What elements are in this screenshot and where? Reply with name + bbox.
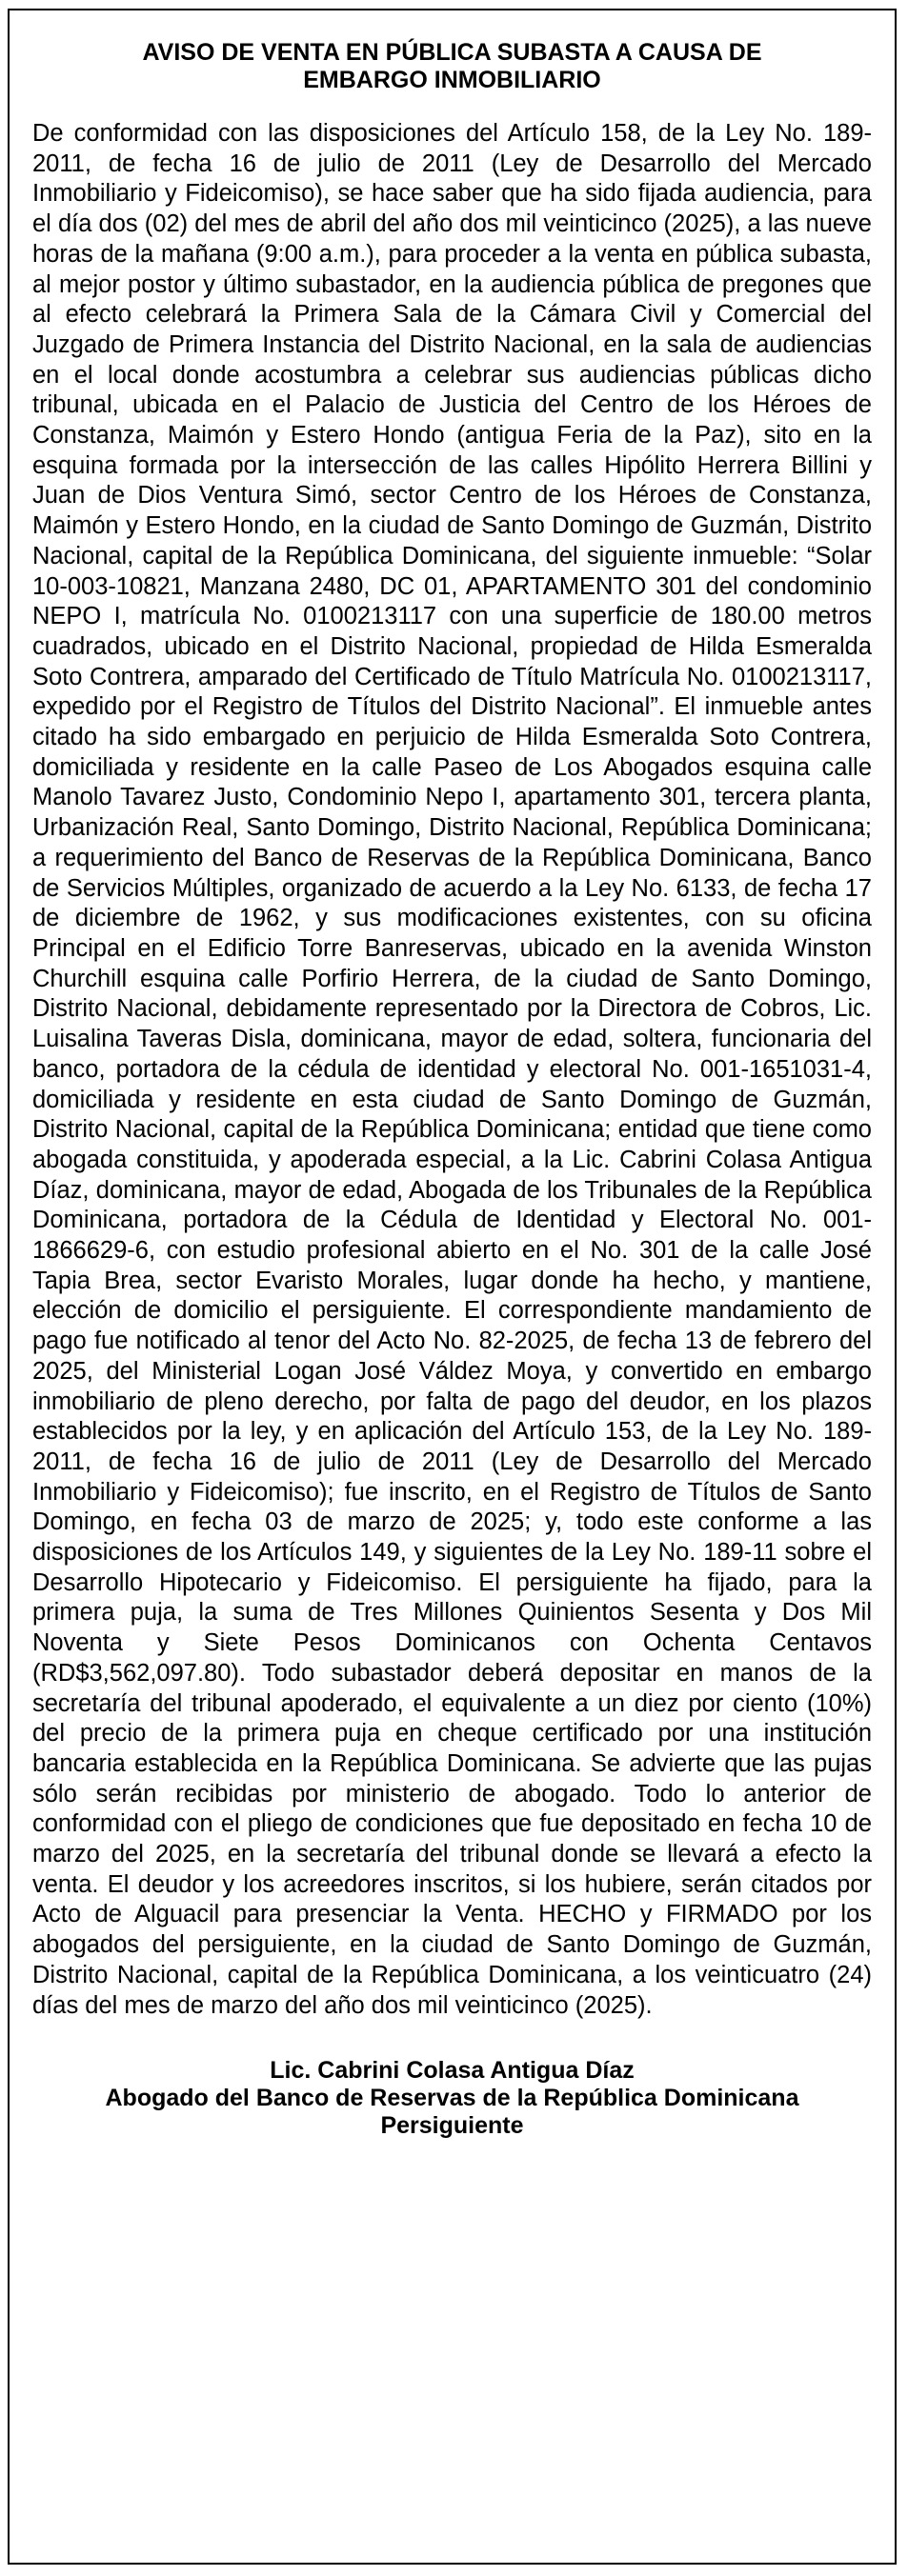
notice-title [32, 39, 872, 94]
legal-notice [8, 9, 897, 2565]
signature-name: Lic. Cabrini Colasa Antigua Díaz [270, 2057, 635, 2085]
notice-title-line-1: AVISO DE VENTA EN PÚBLICA SUBASTA A CAUSA DE [142, 39, 762, 66]
signature-block [32, 2057, 872, 2140]
signature-party: Persiguiente [380, 2112, 524, 2140]
signature-role: Abogado del Banco de Reservas de la República Dominicana [105, 2085, 799, 2112]
notice-title-line-2: EMBARGO INMOBILIARIO [303, 67, 601, 93]
notice-body: De conformidad con las disposiciones del Artículo 158, de la Ley No. 189-2011, de fecha 16 de julio de 2011 (Ley de Desarrollo del Mercado Inmobiliario y Fideicomiso), se hace saber que ha sido fijada audiencia, para el día dos (02) del mes de abril del año dos mil veinticinco (2025), a las nueve horas de la mañana (9:00 a.m.), para proceder a la venta en pública subasta, al mejor postor y último subastador, en la audiencia pública de pregones que al efecto celebrará la Primera Sala de la Cámara Civil y Comercial del Juzgado de Primera Instancia del Distrito Nacional, en la sala de audiencias en el local donde acostumbra a celebrar sus audiencias públicas dicho tribunal, ubicada en el Palacio de Justicia del Centro de los Héroes de Constanza, Maimón y Estero Hondo (antigua Feria de la Paz), sito en la esquina formada por la intersección de las calles Hipólito Herrera Billini y Juan de Dios Ventura Simó, sector Centro de los Héroes de Constanza, Maimón y Estero Hondo, en la ciudad de Santo Domingo de Guzmán, Distrito Nacional, capital de la República Dominicana, del siguiente inmueble: “Solar 10-003-10821, Manzana 2480, DC 01, APARTAMENTO 301 del condominio NEPO I, matrícula No. 0100213117 con una superficie de 180.00 metros cuadrados, ubicado en el Distrito Nacional, propiedad de Hilda Esmeralda Soto Contrera, amparado del Certificado de Título Matrícula No. 0100213117, expedido por el Registro de Títulos del Distrito Nacional”. El inmueble antes citado ha sido embargado en perjuicio de Hilda Esmeralda Soto Contrera, domiciliada y residente en la calle Paseo de Los Abogados esquina calle Manolo Tavarez Justo, Condominio Nepo I, apartamento 301, tercera planta, Urbanización Real, Santo Domingo, Distrito Nacional, República Dominicana; a requerimiento del Banco de Reservas de la República Dominicana, Banco de Servicios Múltiples, organizado de acuerdo a la Ley No. 6133, de fecha 17 de diciembre de 1962, y sus modificaciones existentes, con su oficina Principal en el Edificio Torre Banreservas, ubicado en la avenida Winston Churchill esquina calle Porfirio Herrera, de la ciudad de Santo Domingo, Distrito Nacional, debidamente representado por la Directora de Cobros, Lic. Luisalina Taveras Disla, dominicana, mayor de edad, soltera, funcionaria del banco, portadora de la cédula de identidad y electoral No. 001-1651031-4, domiciliada y residente en esta ciudad de Santo Domingo de Guzmán, Distrito Nacional, capital de la República Dominicana; entidad que tiene como abogada constituida, y apoderada especial, a la Lic. Cabrini Colasa Antigua Díaz, dominicana, mayor de edad, Abogada de los Tribunales de la República Dominicana, portadora de la Cédula de Identidad y Electoral No. 001-1866629-6, con estudio profesional abierto en el No. 301 de la calle José Tapia Brea, sector Evaristo Morales, lugar donde ha hecho, y mantiene, elección de domicilio el persiguiente. El correspondiente mandamiento de pago fue notificado al tenor del Acto No. 82-2025, de fecha 13 de febrero del 2025, del Ministerial Logan José Váldez Moya, y convertido en embargo inmobiliario de pleno derecho, por falta de pago del deudor, en los plazos establecidos por la ley, y en aplicación del Artículo 153, de la Ley No. 189-2011, de fecha 16 de julio de 2011 (Ley de Desarrollo del Mercado Inmobiliario y Fideicomiso); fue inscrito, en el Registro de Títulos de Santo Domingo, en fecha 03 de marzo de 2025; y, todo este conforme a las disposiciones de los Artículos 149, y siguientes de la Ley No. 189-11 sobre el Desarrollo Hipotecario y Fideicomiso. El persiguiente ha fijado, para la primera puja, la suma de Tres Millones Quinientos Sesenta y Dos Mil Noventa y Siete Pesos Dominicanos con Ochenta Centavos (RD$3,562,097.80). Todo subastador deberá depositar en manos de la secretaría del tribunal apoderado, el equivalente a un diez por ciento (10%) del precio de la primera puja en cheque certificado por una institución bancaria establecida en la República Dominicana. Se advierte que las pujas sólo serán recibidas por ministerio de abogado. Todo lo anterior de conformidad con el pliego de condiciones que fue depositado en fecha 10 de marzo del 2025, en la secretaría del tribunal donde se llevará a efecto la venta. El deudor y los acreedores inscritos, si los hubiere, serán citados por Acto de Alguacil para presenciar la Venta. HECHO y FIRMADO por los abogados del persiguiente, en la ciudad de Santo Domingo de Guzmán, Distrito Nacional, capital de la República Dominicana, a los veinticuatro (24) días del mes de marzo del año dos mil veinticinco (2025). [32, 120, 872, 2019]
